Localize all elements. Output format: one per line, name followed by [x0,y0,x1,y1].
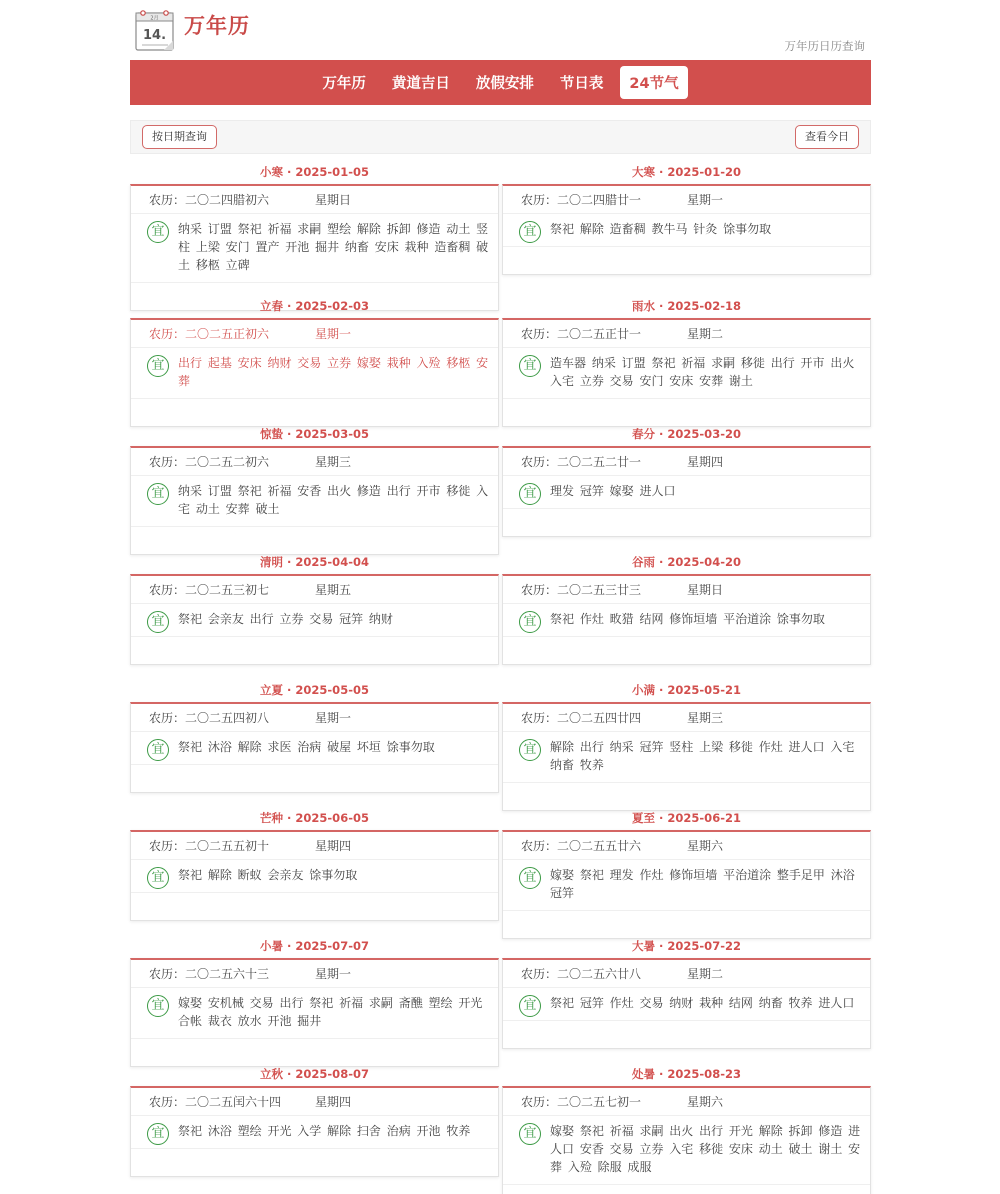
lunar-date-row [131,704,498,732]
solar-term-title[interactable]: 立夏 · 2025-05-05 [260,683,369,697]
calendar-logo-icon[interactable] [134,8,176,52]
lunar-date: 农历：二〇二五四初八 [149,711,270,725]
nav-item-solar-terms[interactable]: 24节气 [620,66,687,99]
weekday: 星期二 [687,327,724,341]
yi-row [131,1116,498,1149]
query-by-date-button[interactable]: 按日期查询 [142,125,217,149]
weekday: 星期一 [315,711,352,725]
yi-activities: 造车器 纳采 订盟 祭祀 祈福 求嗣 移徙 出行 开市 出火 入宅 立券 交易 安门 安床 安葬 谢土 [550,356,855,388]
yi-activities: 祭祀 解除 断蚁 会亲友 馀事勿取 [178,868,358,882]
lunar-date: 农历：二〇二五六十三 [149,967,270,981]
solar-term-cell [502,1062,871,1194]
solar-term-cell [502,550,871,665]
lunar-date: 农历：二〇二四腊初六 [149,193,270,207]
solar-term-title[interactable]: 处暑 · 2025-08-23 [632,1067,741,1081]
solar-term-title[interactable]: 立秋 · 2025-08-07 [260,1067,369,1081]
view-today-button[interactable]: 查看今日 [795,125,859,149]
lunar-date-row [131,1088,498,1116]
yi-row [131,214,498,283]
weekday: 星期五 [315,583,352,597]
weekday: 星期四 [687,455,724,469]
lunar-date-row [503,1088,870,1116]
solar-term-cell [502,678,871,811]
weekday: 星期四 [315,839,352,853]
solar-term-card [130,184,499,311]
yi-icon: 宜 [147,739,169,761]
lunar-date: 农历：二〇二五三廿三 [521,583,642,597]
solar-term-card [130,1086,499,1177]
lunar-date-row [131,576,498,604]
lunar-date: 农历：二〇二五五廿六 [521,839,642,853]
solar-term-title[interactable]: 清明 · 2025-04-04 [260,555,369,569]
toolbar [130,120,871,154]
yi-row [503,604,870,637]
yi-activities: 纳采 订盟 祭祀 祈福 求嗣 塑绘 解除 拆卸 修造 动土 竖柱 上梁 安门 置产 开池 掘井 纳畜 安床 栽种 造畜稠 破土 移柩 立碑 [178,222,489,272]
yi-icon: 宜 [147,483,169,505]
yi-icon: 宜 [519,867,541,889]
yi-activities: 祭祀 解除 造畜稠 教牛马 针灸 馀事勿取 [550,222,772,236]
solar-term-title[interactable]: 惊蛰 · 2025-03-05 [260,427,369,441]
lunar-date-row [131,320,498,348]
yi-row [131,476,498,527]
solar-term-card [502,446,871,537]
solar-term-card [502,702,871,811]
solar-term-card [502,574,871,665]
lunar-date: 农历：二〇二五二廿一 [521,455,642,469]
solar-term-card [130,702,499,793]
logo-month: 2月 [150,15,159,22]
weekday: 星期一 [687,193,724,207]
solar-term-cell [130,160,499,311]
yi-icon: 宜 [147,1123,169,1145]
empty-row [503,1185,870,1194]
header [130,0,871,60]
yi-activities: 理发 冠笄 嫁娶 进人口 [550,484,676,498]
solar-term-cell [502,806,871,939]
solar-term-cell [130,294,499,427]
solar-term-card [502,958,871,1049]
solar-term-cell [502,934,871,1049]
lunar-date-row [131,186,498,214]
weekday: 星期一 [315,967,352,981]
solar-term-cell [130,806,499,921]
lunar-date: 农历：二〇二五六廿八 [521,967,642,981]
nav-item-auspicious-days[interactable]: 黄道吉日 [391,76,450,92]
solar-term-card [502,318,871,427]
yi-activities: 嫁娶 安机械 交易 出行 祭祀 祈福 求嗣 斋醮 塑绘 开光 合帐 裁衣 放水 开池 掘井 [178,996,483,1028]
weekday: 星期六 [687,839,724,853]
solar-term-card [130,318,499,427]
yi-row [131,348,498,399]
solar-term-card [502,1086,871,1194]
solar-term-card [502,830,871,939]
yi-activities: 出行 起基 安床 纳财 交易 立券 嫁娶 栽种 入殓 移柩 安葬 [178,356,489,388]
yi-icon: 宜 [147,995,169,1017]
yi-row [503,1116,870,1185]
lunar-date: 农历：二〇二五五初十 [149,839,270,853]
lunar-date-row [503,448,870,476]
solar-term-cell [130,1062,499,1177]
weekday: 星期三 [687,711,724,725]
logo-day: 14. [142,28,167,43]
yi-row [503,348,870,399]
solar-term-title[interactable]: 大寒 · 2025-01-20 [632,165,741,179]
yi-icon: 宜 [147,355,169,377]
nav-item-holiday-schedule[interactable]: 放假安排 [475,76,534,92]
yi-icon: 宜 [519,995,541,1017]
solar-term-title[interactable]: 夏至 · 2025-06-21 [632,811,741,825]
solar-term-card [130,446,499,555]
empty-row [503,1021,870,1048]
yi-icon: 宜 [519,611,541,633]
weekday: 星期日 [315,193,352,207]
lunar-date-row [503,576,870,604]
lunar-date: 农历：二〇二五二初六 [149,455,270,469]
lunar-date-row [503,186,870,214]
solar-term-card [502,184,871,275]
yi-icon: 宜 [519,221,541,243]
solar-term-cell [502,294,871,427]
solar-term-cell [502,160,871,275]
lunar-date-row [503,704,870,732]
yi-activities: 嫁娶 祭祀 理发 作灶 修饰垣墙 平治道涂 整手足甲 沐浴 冠笄 [550,868,855,900]
lunar-date: 农历：二〇二五三初七 [149,583,270,597]
solar-term-cell [130,934,499,1067]
solar-term-title[interactable]: 春分 · 2025-03-20 [632,427,741,441]
empty-row [131,1149,498,1176]
yi-activities: 解除 出行 纳采 冠笄 竖柱 上梁 移徙 作灶 进人口 入宅 纳畜 牧养 [550,740,855,772]
solar-term-title[interactable]: 雨水 · 2025-02-18 [632,299,741,313]
lunar-date-row [131,960,498,988]
solar-term-title[interactable]: 小满 · 2025-05-21 [632,683,741,697]
lunar-date: 农历：二〇二五正廿一 [521,327,642,341]
yi-row [503,860,870,911]
empty-row [503,637,870,664]
empty-row [503,247,870,274]
lunar-date: 农历：二〇二五七初一 [521,1095,642,1109]
weekday: 星期日 [687,583,724,597]
nav-item-festivals[interactable]: 节日表 [559,76,604,92]
yi-icon: 宜 [147,221,169,243]
yi-icon: 宜 [147,867,169,889]
lunar-date: 农历：二〇二四腊廿一 [521,193,642,207]
yi-icon: 宜 [147,611,169,633]
page-container [130,0,871,1174]
yi-icon: 宜 [519,483,541,505]
yi-row [503,732,870,783]
lunar-date: 农历：二〇二五正初六 [149,327,270,341]
weekday: 星期二 [687,967,724,981]
solar-term-title[interactable]: 小暑 · 2025-07-07 [260,939,369,953]
solar-term-card [130,574,499,665]
lunar-date-row [503,320,870,348]
yi-row [503,988,870,1021]
yi-activities: 祭祀 会亲友 出行 立券 交易 冠笄 纳财 [178,612,393,626]
empty-row [131,893,498,920]
yi-activities: 祭祀 作灶 畋猎 结网 修饰垣墙 平治道涂 馀事勿取 [550,612,825,626]
solar-term-title[interactable]: 小寒 · 2025-01-05 [260,165,369,179]
solar-term-cell [502,422,871,537]
empty-row [131,765,498,792]
solar-term-card [130,958,499,1067]
site-subtitle: 万年历日历查询 [784,39,865,53]
yi-row [131,732,498,765]
empty-row [131,637,498,664]
solar-term-title[interactable]: 大暑 · 2025-07-22 [632,939,741,953]
yi-row [503,476,870,509]
yi-row [131,988,498,1039]
yi-icon: 宜 [519,739,541,761]
yi-activities: 祭祀 沐浴 解除 求医 治病 破屋 坏垣 馀事勿取 [178,740,435,754]
yi-row [131,860,498,893]
lunar-date-row [503,960,870,988]
solar-term-cell [130,678,499,793]
solar-term-title[interactable]: 谷雨 · 2025-04-20 [632,555,741,569]
weekday: 星期三 [315,455,352,469]
lunar-date-row [131,448,498,476]
solar-term-title[interactable]: 立春 · 2025-02-03 [260,299,369,313]
site-title[interactable]: 万年历 [184,14,250,38]
lunar-date: 农历：二〇二五闰六十四 [149,1095,282,1109]
lunar-date-row [131,832,498,860]
yi-activities: 嫁娶 祭祀 祈福 求嗣 出火 出行 开光 解除 拆卸 修造 进人口 安香 交易 立券 入宅 移徙 安床 动土 破土 谢土 安葬 入殓 除服 成服 [550,1124,861,1174]
weekday: 星期六 [687,1095,724,1109]
weekday: 星期一 [315,327,352,341]
yi-activities: 祭祀 冠笄 作灶 交易 纳财 栽种 结网 纳畜 牧养 进人口 [550,996,855,1010]
yi-activities: 祭祀 沐浴 塑绘 开光 入学 解除 扫舍 治病 开池 牧养 [178,1124,471,1138]
solar-term-card [130,830,499,921]
main-nav [130,60,871,105]
yi-activities: 纳采 订盟 祭祀 祈福 安香 出火 修造 出行 开市 移徙 入宅 动土 安葬 破土 [178,484,489,516]
yi-icon: 宜 [519,355,541,377]
solar-term-cell [130,550,499,665]
solar-term-cell [130,422,499,555]
yi-icon: 宜 [519,1123,541,1145]
weekday: 星期四 [315,1095,352,1109]
lunar-date: 农历：二〇二五四廿四 [521,711,642,725]
yi-row [131,604,498,637]
lunar-date-row [503,832,870,860]
solar-term-title[interactable]: 芒种 · 2025-06-05 [260,811,369,825]
nav-item-calendar[interactable]: 万年历 [322,76,366,92]
empty-row [503,509,870,536]
yi-row [503,214,870,247]
